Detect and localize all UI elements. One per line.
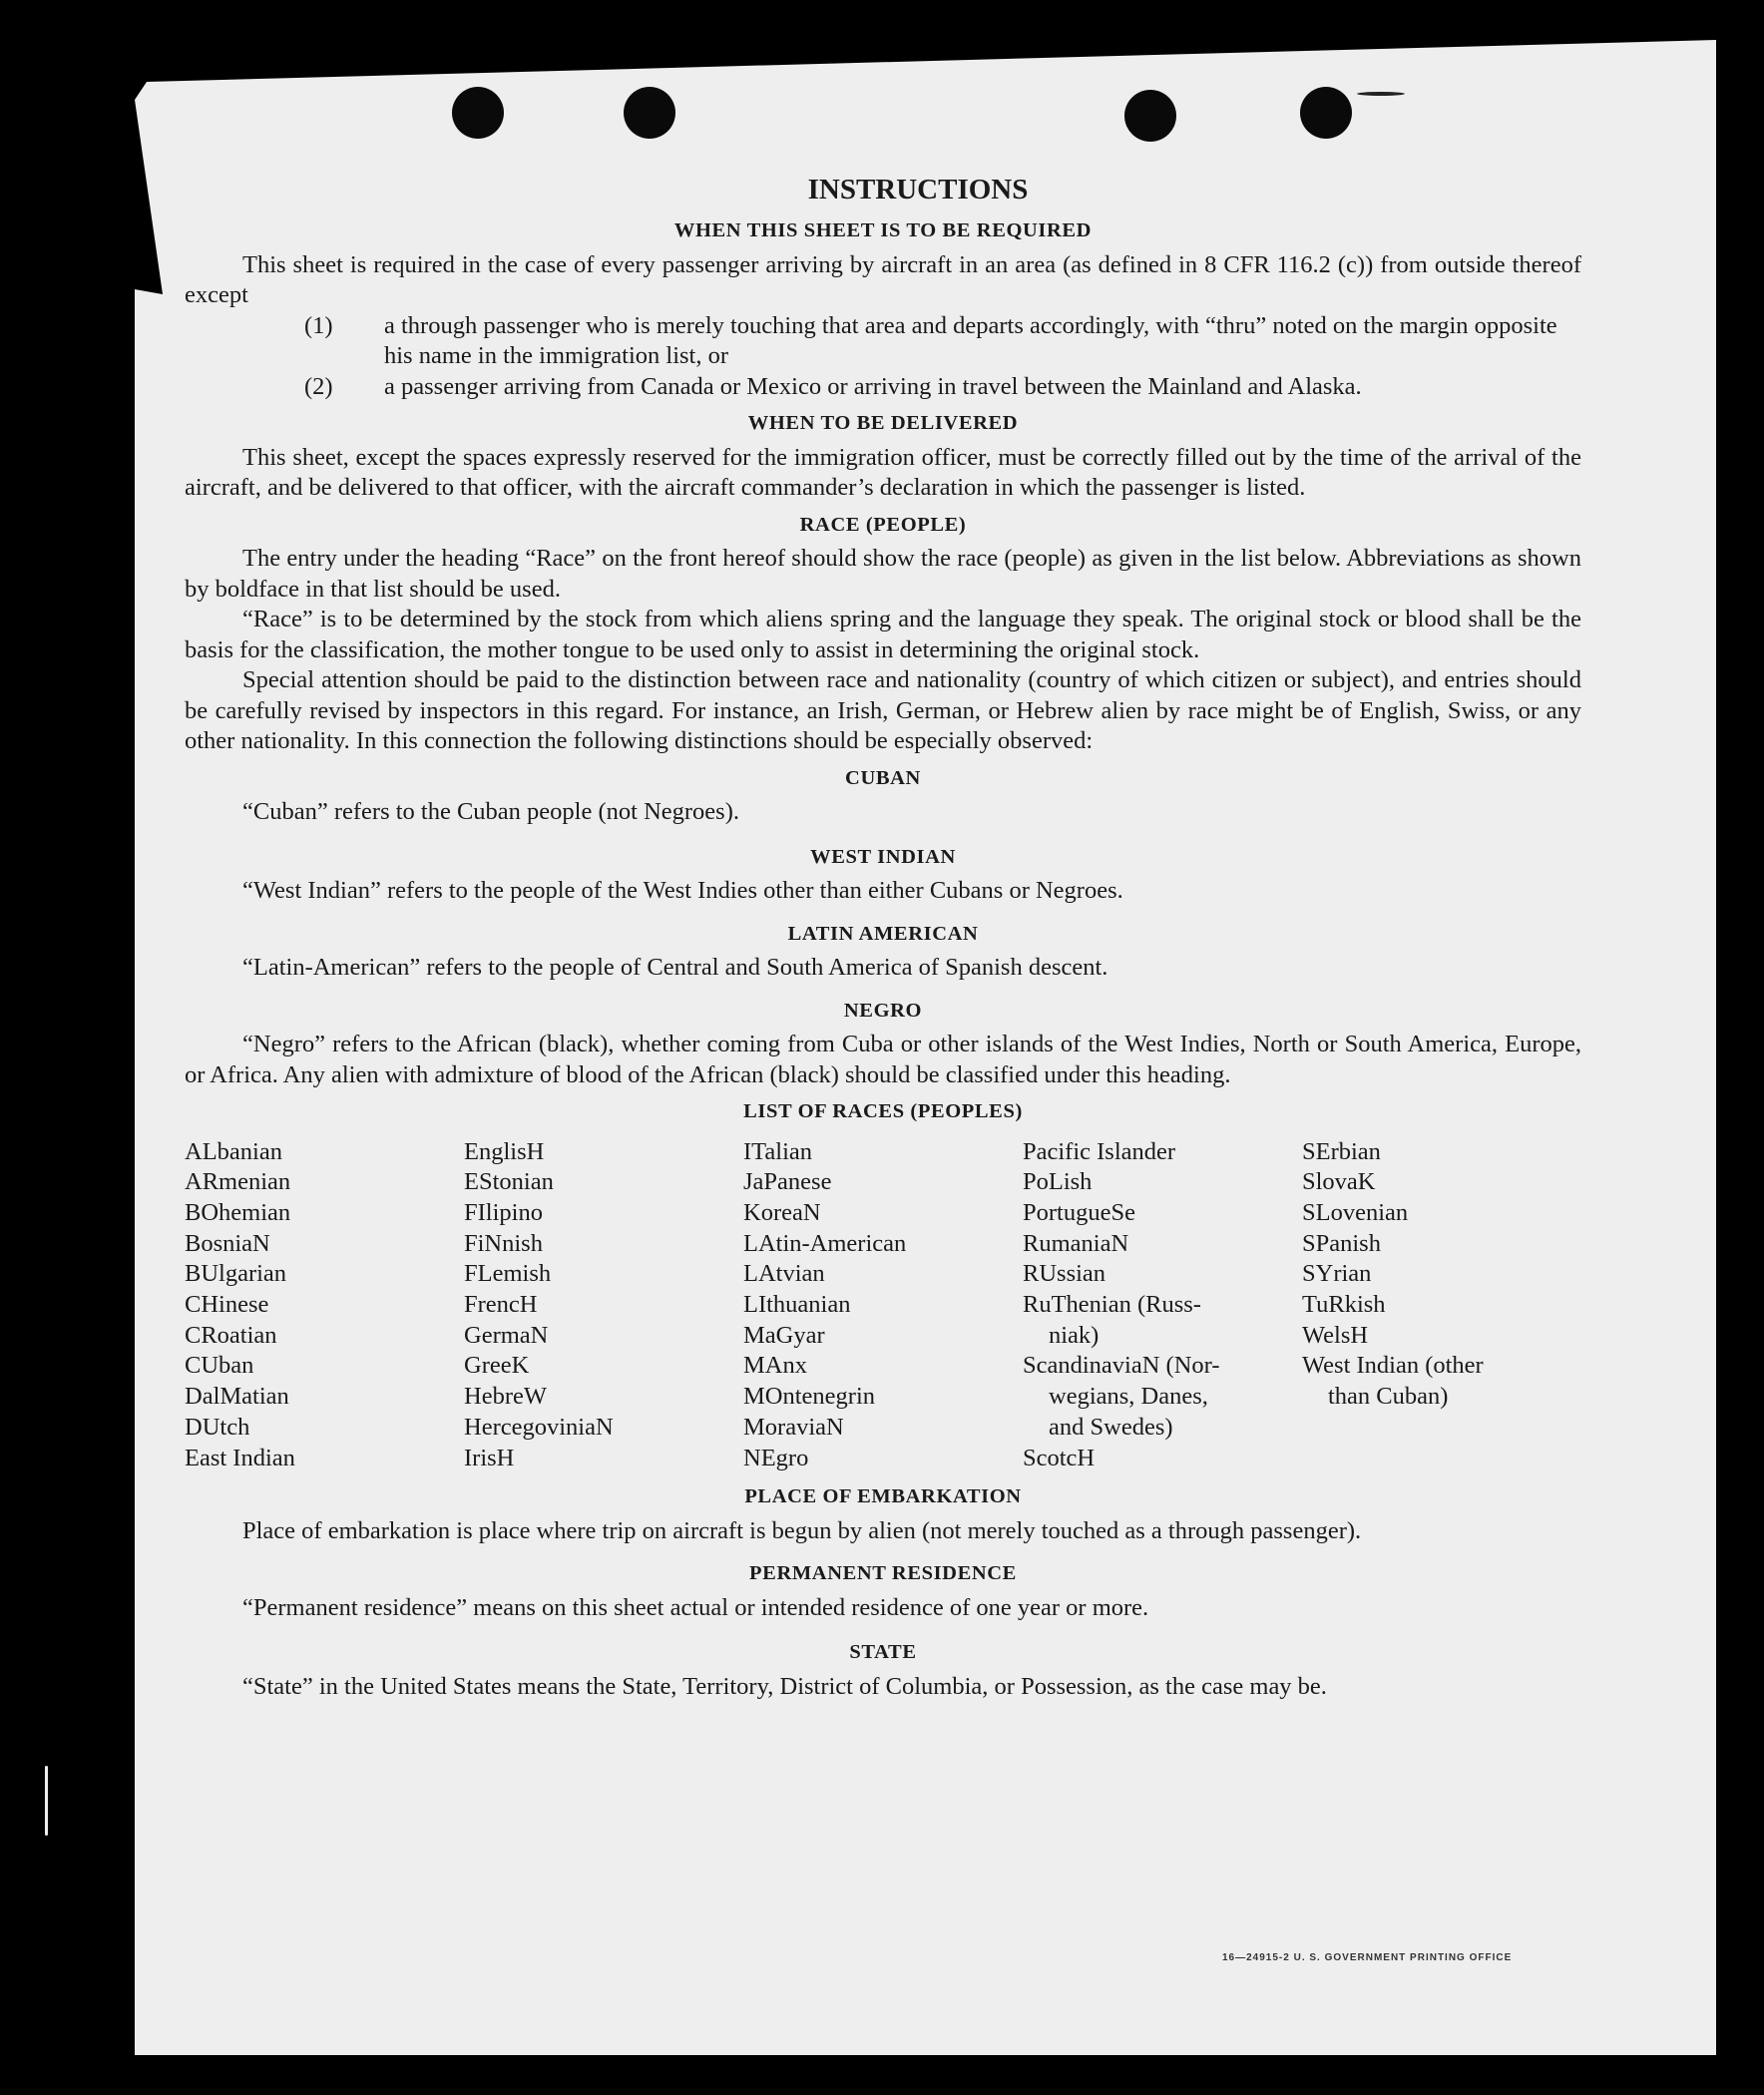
race-paragraph: “Race” is to be determined by the stock from which aliens spring and the language they speak. The original stock or blood shall be the basis for the classification, the mother tongue to be used only to assist in determining the original stock. <box>185 606 1581 663</box>
negro-text: “Negro” refers to the African (black), whether coming from Cuba or other islands of the West Indies, North or South America, Europe, or Africa. Any alien with admixture of blood of the African (black) should be classified under this heading. <box>185 1031 1581 1088</box>
race-entry: HercegoviniaN <box>464 1413 614 1441</box>
punch-hole <box>1124 90 1176 142</box>
race-entry: MOntenegrin <box>743 1383 875 1411</box>
race-entry: East Indian <box>185 1444 295 1471</box>
race-entry: GreeK <box>464 1352 530 1380</box>
race-entry: BOhemian <box>185 1198 291 1226</box>
race-list <box>185 1137 1581 1474</box>
race-entry: DUtch <box>185 1413 250 1441</box>
race-entry: NEgro <box>743 1444 809 1471</box>
race-entry: LAtin-American <box>743 1229 907 1257</box>
race-entry: and Swedes) <box>1049 1413 1173 1441</box>
race-entry: FIlipino <box>464 1198 543 1226</box>
race-entry: FrencH <box>464 1291 538 1319</box>
instructions-body <box>185 170 1581 1702</box>
latin-american-text: “Latin-American” refers to the people of Central and South America of Spanish descent. <box>242 954 1108 981</box>
race-entry: FLemish <box>464 1260 552 1288</box>
race-entry: DalMatian <box>185 1383 289 1411</box>
race-entry: SErbian <box>1302 1137 1381 1165</box>
item-number: (1) <box>304 311 333 339</box>
race-entry: RumaniaN <box>1023 1229 1129 1257</box>
item-text: a through passenger who is merely touching that area and departs accordingly, with “thru” noted on the margin opposite his name in the immigration list, or <box>384 311 1557 369</box>
race-column <box>1302 1137 1581 1474</box>
embarkation-text: Place of embarkation is place where trip on aircraft is begun by alien (not merely touched as a through passenger). <box>242 1516 1362 1544</box>
section-heading: STATE <box>849 1641 917 1664</box>
race-entry: FiNnish <box>464 1229 543 1257</box>
delivered-text: This sheet, except the spaces expressly reserved for the immigration officer, must be correctly filled out by the time of the arrival of the aircraft, and be delivered to that officer, with the aircraft commander’s declaration in which the passenger is listed. <box>185 443 1581 501</box>
race-entry: ScotcH <box>1023 1444 1096 1471</box>
race-entry: niak) <box>1049 1321 1100 1349</box>
race-entry: RuThenian (Russ- <box>1023 1291 1201 1319</box>
speck <box>45 1766 48 1836</box>
list-item <box>185 372 1581 403</box>
speck <box>1357 92 1405 96</box>
race-entry: than Cuban) <box>1328 1383 1449 1411</box>
section-heading: WEST INDIAN <box>810 845 956 868</box>
race-entry: SLovenian <box>1302 1198 1409 1226</box>
race-paragraph: Special attention should be paid to the distinction between race and nationality (country of which citizen or subject), and entries should be carefully revised by inspectors in this regard. For instance, an Irish, German, or Hebrew alien by race might be of English, Swiss, or any other nationality. In this connection the following distinctions should be especially observed: <box>185 666 1581 754</box>
printer-imprint: 16—24915-2 U. S. GOVERNMENT PRINTING OFFICE <box>1222 1952 1513 1963</box>
section-heading: WHEN THIS SHEET IS TO BE REQUIRED <box>673 219 1093 241</box>
race-entry: TuRkish <box>1302 1291 1386 1319</box>
race-entry: PortugueSe <box>1023 1198 1135 1226</box>
race-entry: EStonian <box>464 1168 554 1196</box>
section-heading: CUBAN <box>845 766 921 789</box>
race-entry: WelsH <box>1302 1321 1369 1349</box>
race-entry: Pacific Islander <box>1023 1137 1176 1165</box>
item-text: a passenger arriving from Canada or Mexico or arriving in travel between the Mainland and Alaska. <box>384 372 1362 400</box>
race-entry: CRoatian <box>185 1321 277 1349</box>
section-heading: PLACE OF EMBARKATION <box>744 1485 1022 1508</box>
race-entry: LIthuanian <box>743 1291 851 1319</box>
race-entry: SYrian <box>1302 1260 1372 1288</box>
race-entry: West Indian (other <box>1302 1352 1484 1380</box>
race-entry: PoLish <box>1023 1168 1093 1196</box>
race-entry: BUlgarian <box>185 1260 287 1288</box>
race-entry: BosniaN <box>185 1229 270 1257</box>
section-heading: LIST OF RACES (PEOPLES) <box>743 1100 1023 1122</box>
race-entry: HebreW <box>464 1383 547 1411</box>
race-entry: LAtvian <box>743 1260 825 1288</box>
race-entry: ALbanian <box>185 1137 282 1165</box>
section-heading: LATIN AMERICAN <box>787 922 979 945</box>
punch-hole <box>624 87 675 139</box>
race-entry: RUssian <box>1023 1260 1106 1288</box>
race-entry: JaPanese <box>743 1168 832 1196</box>
section-heading: PERMANENT RESIDENCE <box>749 1562 1017 1585</box>
race-column <box>743 1137 1023 1474</box>
punch-hole <box>452 87 504 139</box>
race-entry: MAnx <box>743 1352 807 1380</box>
race-entry: SlovaK <box>1302 1168 1376 1196</box>
list-item <box>185 311 1581 372</box>
race-entry: MaGyar <box>743 1321 825 1349</box>
section-heading: NEGRO <box>843 999 923 1022</box>
race-paragraph: The entry under the heading “Race” on the front hereof should show the race (people) as given in the list below. Abbreviations as shown by boldface in that list should be used. <box>185 545 1581 603</box>
race-entry: ARmenian <box>185 1168 291 1196</box>
cuban-text: “Cuban” refers to the Cuban people (not Negroes). <box>242 798 739 825</box>
race-entry: IrisH <box>464 1444 515 1471</box>
required-intro: This sheet is required in the case of every passenger arriving by aircraft in an area (as defined in 8 CFR 116.2 (c)) from outside thereof except <box>185 250 1581 308</box>
race-entry: SPanish <box>1302 1229 1381 1257</box>
item-number: (2) <box>304 372 333 400</box>
state-text: “State” in the United States means the State, Territory, District of Columbia, or Possession, as the case may be. <box>242 1672 1327 1700</box>
race-column <box>1023 1137 1302 1474</box>
punch-hole <box>1300 87 1352 139</box>
race-entry: GermaN <box>464 1321 549 1349</box>
residence-text: “Permanent residence” means on this sheet actual or intended residence of one year or more. <box>242 1593 1149 1621</box>
race-entry: MoraviaN <box>743 1413 844 1441</box>
race-entry: KoreaN <box>743 1198 821 1226</box>
section-heading: RACE (PEOPLE) <box>799 513 967 536</box>
section-heading: WHEN TO BE DELIVERED <box>747 412 1019 434</box>
race-entry: ITalian <box>743 1137 813 1165</box>
page-title: INSTRUCTIONS <box>807 174 1029 206</box>
race-entry: CHinese <box>185 1291 269 1319</box>
race-entry: EnglisH <box>464 1137 545 1165</box>
race-entry: ScandinaviaN (Nor- <box>1023 1352 1220 1380</box>
race-entry: CUban <box>185 1352 254 1380</box>
race-column <box>464 1137 743 1474</box>
race-column <box>185 1137 464 1474</box>
west-indian-text: “West Indian” refers to the people of the West Indies other than either Cubans or Negroes. <box>242 877 1123 904</box>
race-entry: wegians, Danes, <box>1049 1383 1208 1411</box>
